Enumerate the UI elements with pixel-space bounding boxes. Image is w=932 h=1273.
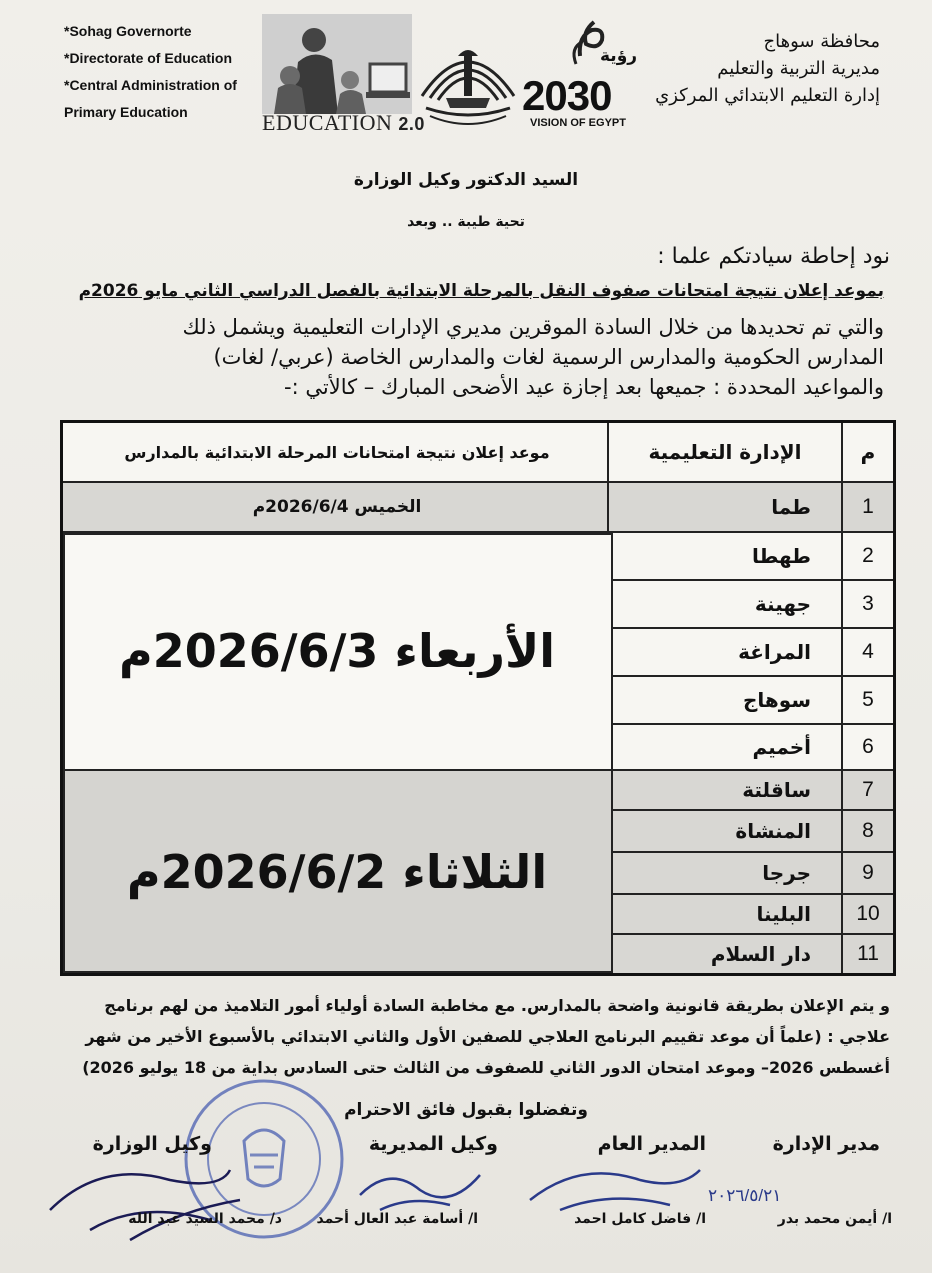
header-ar-line: محافظة سوهاج bbox=[763, 31, 880, 52]
header-ar-line: إدارة التعليم الابتدائي المركزي bbox=[655, 85, 880, 106]
row-directorate: طهطا bbox=[751, 544, 811, 568]
row-number: 4 bbox=[862, 640, 874, 663]
letter-subject: بموعد إعلان نتيجة امتحانات صفوف النقل بالمرحلة الابتدائية بالفصل الدراسي الثاني مايو 2026م bbox=[78, 281, 884, 301]
row-number: 11 bbox=[857, 942, 879, 965]
row-number: 8 bbox=[862, 819, 874, 842]
sig-title-deputy-dir: وكيل المديرية bbox=[368, 1133, 498, 1155]
table-header-row bbox=[63, 423, 893, 483]
row-directorate: أخميم bbox=[752, 735, 811, 759]
letter-body-line: والتي تم تحديدها من خلال السادة الموقرين مديري الإدارات التعليمية ويشمل ذلك bbox=[182, 315, 884, 339]
row-directorate: البلينا bbox=[756, 902, 811, 926]
ministry-emblem-icon bbox=[412, 36, 524, 136]
header-ar-line: مديرية التربية والتعليم bbox=[717, 58, 880, 79]
letter-greeting: تحية طيبة .. وبعد bbox=[407, 214, 525, 230]
header-date: موعد إعلان نتيجة امتحانات المرحلة الابتدائية بالمدارس bbox=[124, 442, 550, 462]
sig-title-gm: المدير العام bbox=[597, 1133, 706, 1155]
date-group-cell bbox=[63, 533, 611, 771]
header-en-line: *Sohag Governorte bbox=[64, 23, 192, 39]
date-group-cell bbox=[63, 771, 611, 973]
vision-2030-number: 2030 bbox=[522, 72, 612, 119]
row-directorate: جرجا bbox=[762, 861, 811, 885]
letter-intro: نود إحاطة سيادتكم علما : bbox=[657, 244, 890, 269]
date-group1: الخميس 2026/6/4م bbox=[252, 497, 422, 517]
sig-title-deputy-min: وكيل الوزارة bbox=[92, 1133, 212, 1155]
letter-body-line: المدارس الحكومية والمدارس الرسمية لغات والمدارس الخاصة (عربي/ لغات) bbox=[213, 345, 884, 369]
row-directorate: سوهاج bbox=[743, 688, 811, 712]
vision-ruya-text: رؤية bbox=[600, 46, 638, 66]
closing-line: علاجي : (علماً أن موعد تقييم البرنامج العلاجي للصفين الأول والثاني الابتدائي بالأسبوع الأخير من شهر bbox=[85, 1027, 890, 1046]
header-en-line: *Central Administration of bbox=[64, 77, 237, 93]
header-directorate: الإدارة التعليمية bbox=[607, 423, 841, 481]
closing-regards: وتفضلوا بقبول فائق الاحترام bbox=[344, 1100, 588, 1120]
letter-body-line: والمواعيد المحددة : جميعها بعد إجازة عيد الأضحى المبارك – كالأتي :- bbox=[284, 375, 884, 399]
closing-paragraph bbox=[42, 990, 890, 1083]
education-logo-label bbox=[262, 110, 425, 136]
sig-title-admin: مدير الإدارة bbox=[772, 1133, 880, 1155]
row-directorate: المراغة bbox=[738, 640, 811, 664]
header-num: م bbox=[841, 423, 893, 481]
sig-name-deputy-dir: ا/ أسامة عبد العال أحمد bbox=[316, 1211, 478, 1227]
sig-name-deputy-min: د/ محمد السيد عبد الله bbox=[128, 1211, 282, 1227]
sig-name-gm: ا/ فاضل كامل احمد bbox=[574, 1211, 706, 1227]
closing-line: و يتم الإعلان بطريقة قانونية واضحة بالمدارس. مع مخاطبة السادة أولياء أمور التلاميذ من لهم برنامج bbox=[104, 996, 890, 1015]
vision-2030-subtitle: VISION OF EGYPT bbox=[530, 117, 626, 129]
table-row bbox=[63, 483, 893, 533]
letter-body bbox=[44, 312, 884, 402]
row-number: 2 bbox=[862, 544, 874, 567]
header-en-line: Primary Education bbox=[64, 104, 188, 120]
education-logo-version: 2.0 bbox=[398, 114, 425, 134]
row-number: 9 bbox=[862, 861, 874, 884]
row-number: 1 bbox=[862, 495, 874, 518]
date-group3: الثلاثاء 2026/6/2م bbox=[126, 845, 548, 899]
row-number: 6 bbox=[862, 735, 874, 758]
sig-name-admin: ا/ أيمن محمد بدر bbox=[777, 1211, 892, 1227]
row-number: 5 bbox=[862, 688, 874, 711]
date-group2: الأربعاء 2026/6/3م bbox=[119, 624, 555, 678]
row-number: 3 bbox=[862, 592, 874, 615]
results-schedule-table bbox=[60, 420, 896, 976]
row-directorate: جهينة bbox=[754, 592, 811, 616]
row-directorate: المنشاة bbox=[735, 819, 811, 843]
signature-scribble-icon bbox=[520, 1150, 710, 1220]
header-arabic bbox=[655, 28, 880, 109]
header-en-line: *Directorate of Education bbox=[64, 50, 233, 66]
education-logo-text: EDUCATION bbox=[262, 110, 393, 135]
handwritten-date: ٢٠٢٦/٥/٢١ bbox=[708, 1186, 782, 1205]
row-number: 10 bbox=[856, 902, 880, 925]
row-number: 7 bbox=[862, 778, 874, 801]
row-directorate: ساقلتة bbox=[742, 778, 811, 802]
header-english bbox=[64, 18, 264, 126]
letter-addressee: السيد الدكتور وكيل الوزارة bbox=[353, 170, 579, 190]
row-directorate: دار السلام bbox=[710, 942, 811, 966]
row-directorate: طما bbox=[771, 495, 811, 519]
closing-line: أغسطس 2026– وموعد امتحان الدور الثاني للصفوف من الثالث حتى السادس بداية من 18 يوليو 2026) bbox=[82, 1058, 890, 1077]
